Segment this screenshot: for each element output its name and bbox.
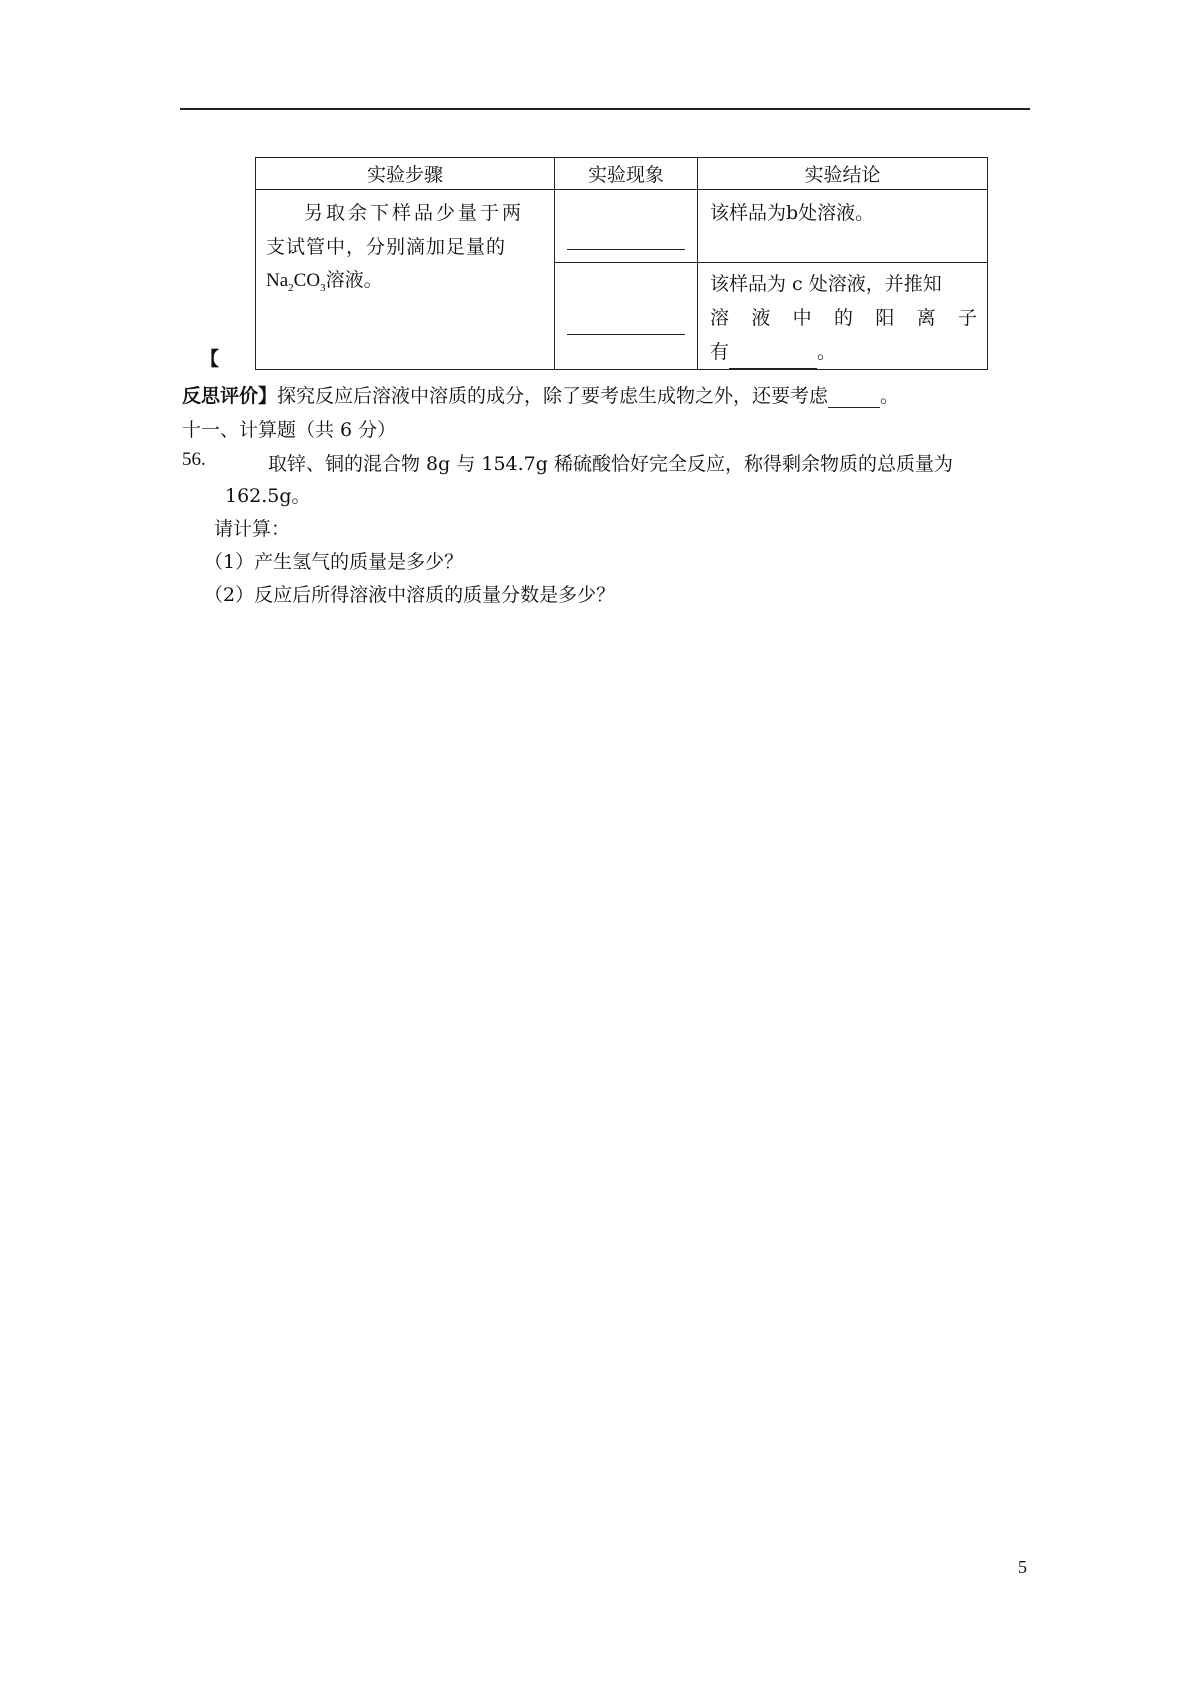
answer-blank-line: [567, 249, 685, 250]
conclusion-2-line-3-b: 。: [817, 341, 837, 363]
header-conclusion: 实验结论: [698, 158, 988, 190]
cation-answer-blank[interactable]: [729, 344, 817, 369]
formula-sub-3: 3: [320, 281, 326, 294]
phenomenon-blank-2[interactable]: [555, 263, 698, 370]
table-header-row: [256, 158, 988, 190]
question-text-line-2: 162.5g。: [225, 485, 311, 507]
page-number: 5: [1018, 1557, 1027, 1577]
conclusion-2-line-1: 该样品为 c 处溶液，并推知: [710, 273, 942, 295]
reflection-end: 。: [880, 385, 900, 407]
formula-sub-2: 2: [288, 281, 294, 294]
steps-line-3-rest: 溶液。: [325, 270, 383, 291]
reflection-answer-blank[interactable]: [828, 383, 880, 408]
steps-line-3: [266, 264, 544, 305]
table-row: [256, 190, 988, 263]
section-heading: 十一、计算题（共 6 分）: [182, 419, 397, 441]
question-text-line-1: 取锌、铜的混合物 8g 与 154.7g 稀硫酸恰好完全反应，称得剩余物质的总质量为: [268, 453, 953, 475]
steps-cell: [256, 190, 555, 370]
header-phenomenon: 实验现象: [555, 158, 698, 190]
question-prompt: 请计算：: [214, 518, 291, 540]
formula-co: CO: [293, 270, 321, 291]
reflection-paragraph: [182, 381, 899, 408]
phenomenon-blank-1[interactable]: [555, 190, 698, 263]
steps-line-2: 支试管中，分别滴加足量的: [266, 236, 507, 258]
reflection-bracket: 【: [200, 348, 220, 370]
header-rule: [180, 108, 1030, 110]
conclusion-2: [698, 263, 988, 370]
reflection-text: 探究反应后溶液中溶质的成分，除了要考虑生成物之外，还要考虑: [277, 385, 829, 407]
reflection-title: 反思评价】: [182, 385, 278, 407]
formula-na: Na: [266, 270, 289, 291]
experiment-table: [255, 157, 988, 370]
header-steps: 实验步骤: [256, 158, 555, 190]
sub-question-1: （1）产生氢气的质量是多少？: [204, 551, 464, 573]
question-number: 56.: [182, 449, 206, 470]
steps-line-1: 另取余下样品少量于两: [304, 202, 525, 224]
conclusion-2-line-3-a: 有: [710, 341, 730, 363]
conclusion-2-line-2: 溶 液 中 的 阳 离 子: [710, 307, 977, 329]
answer-blank-line: [567, 334, 685, 335]
conclusion-1: 该样品为b处溶液。: [698, 190, 988, 263]
conclusion-2-line-3: [710, 335, 977, 369]
sub-question-2: （2）反应后所得溶液中溶质的质量分数是多少？: [204, 584, 616, 606]
